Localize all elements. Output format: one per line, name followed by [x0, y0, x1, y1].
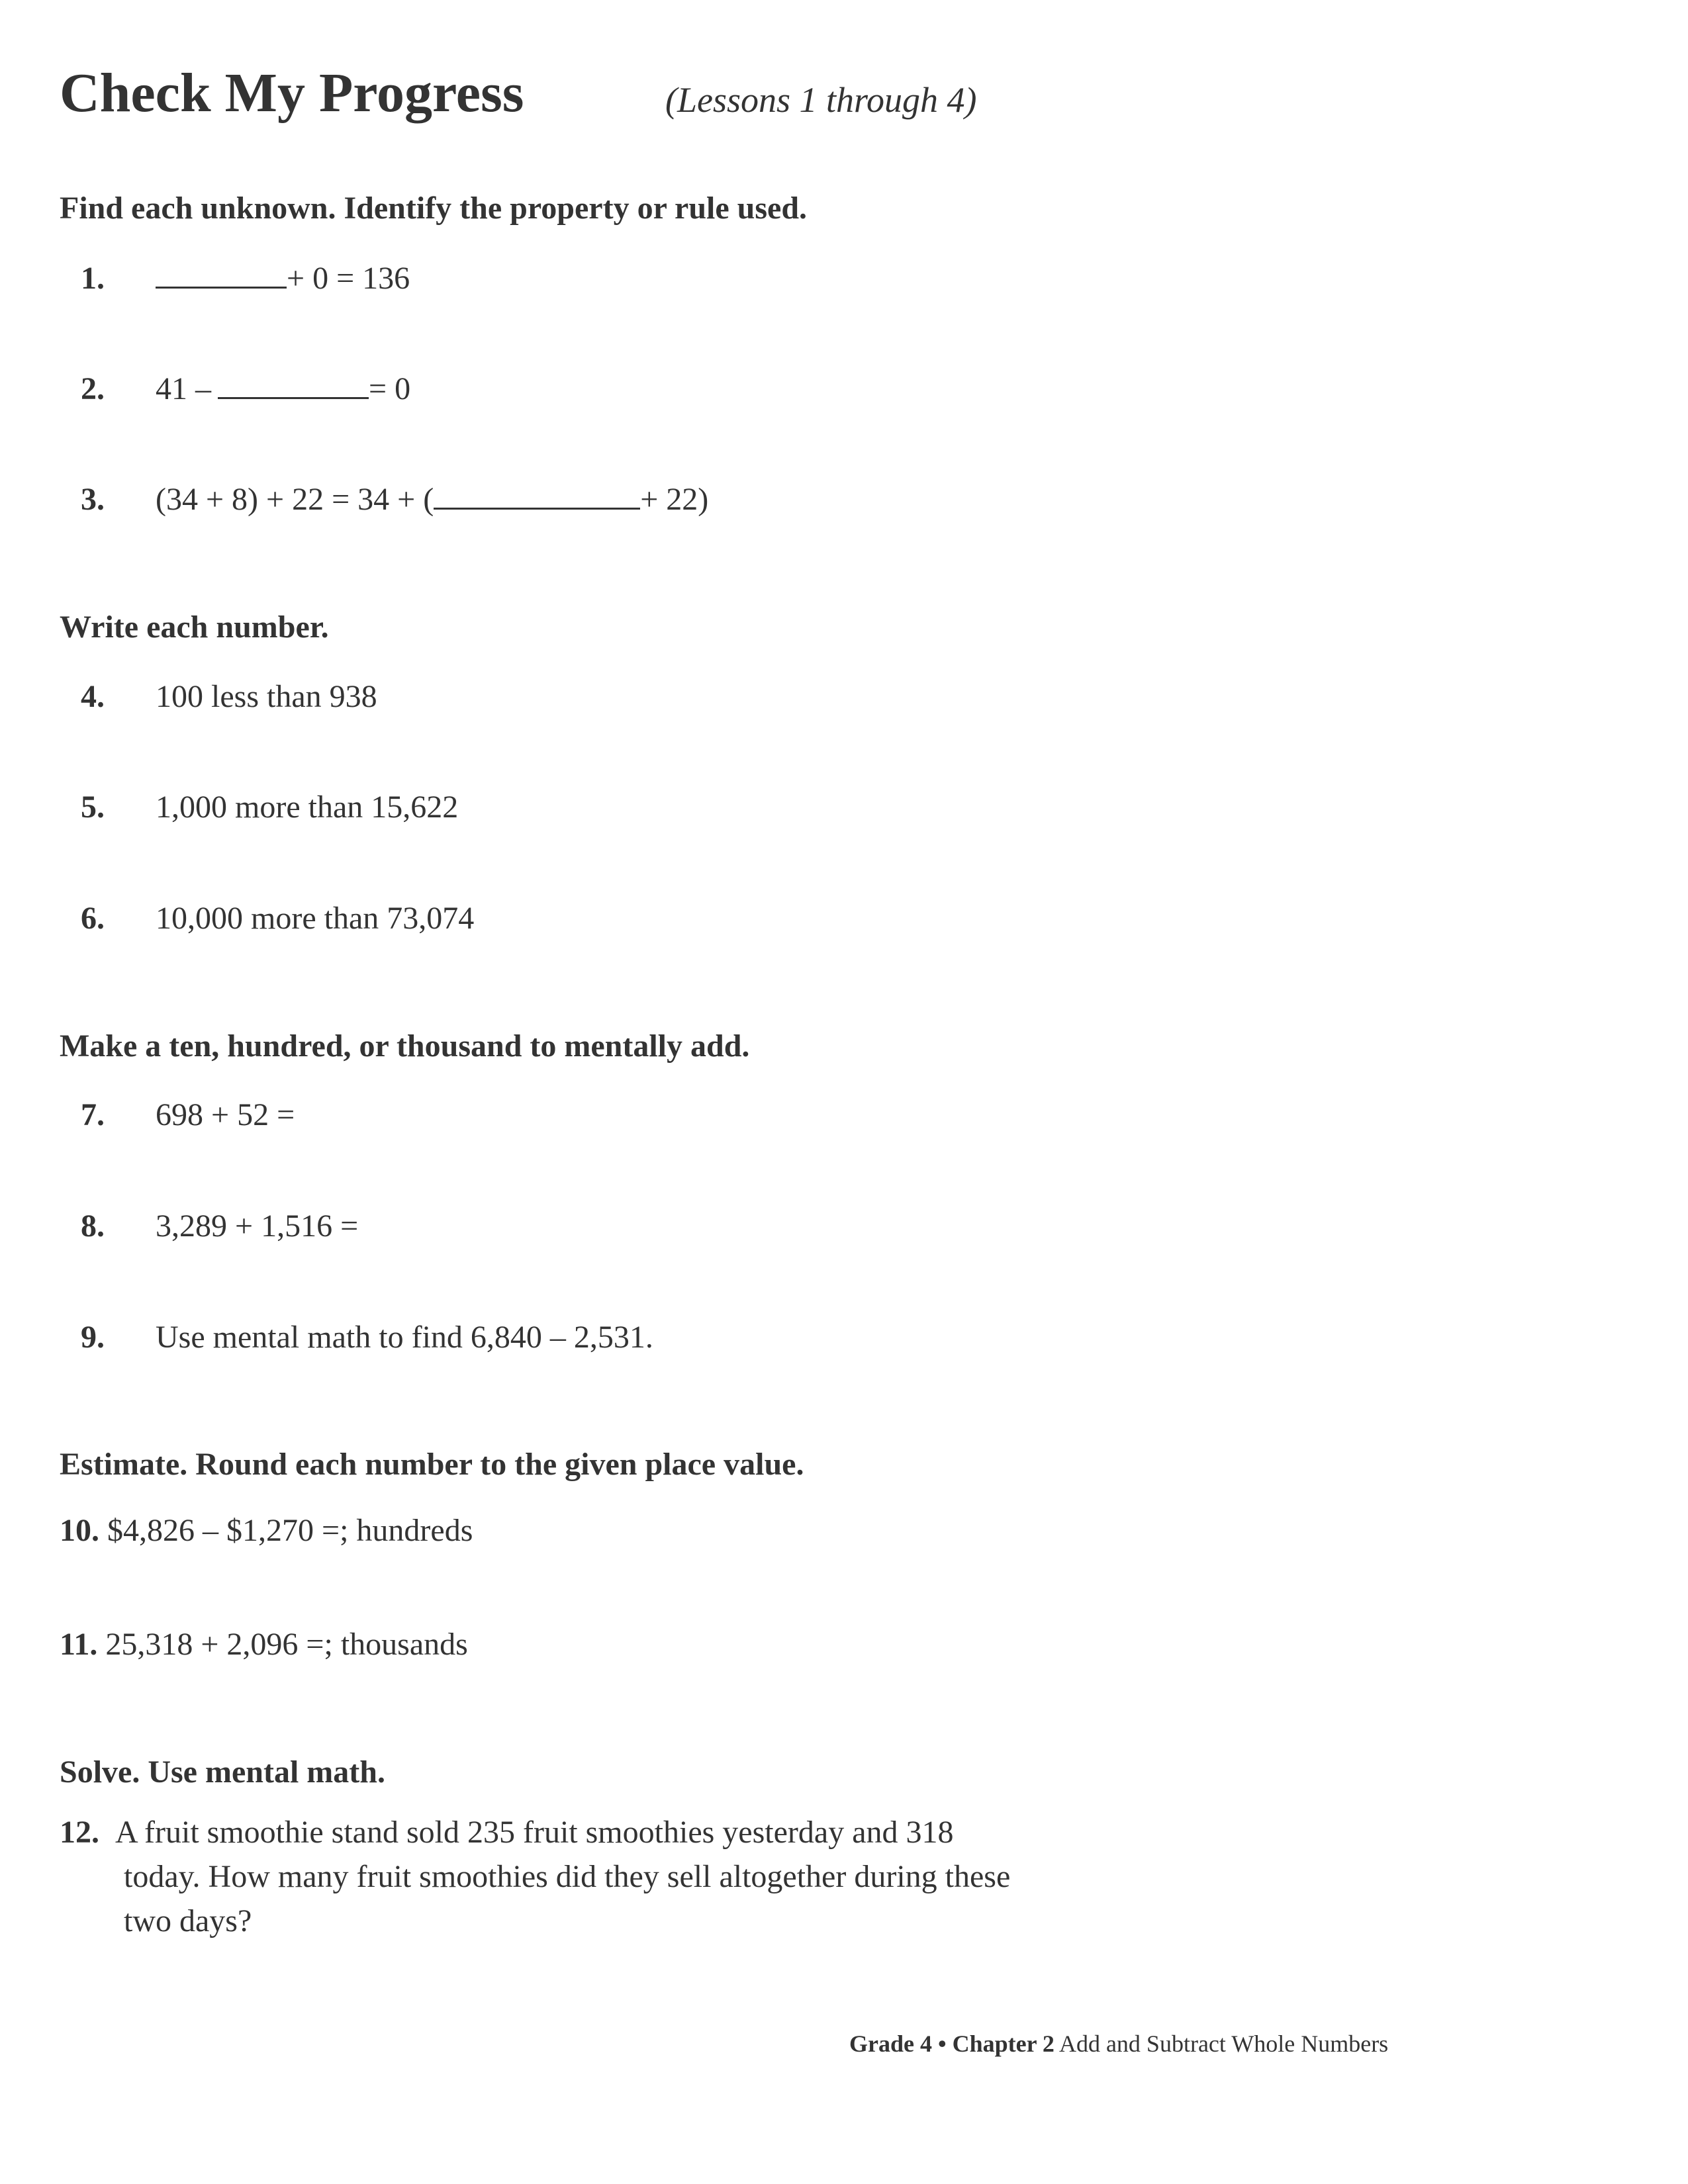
- footer-grade: Grade 4: [849, 2030, 932, 2057]
- question-text: 3,289 + 1,516 =: [156, 1208, 359, 1244]
- question-text: 698 + 52 =: [156, 1097, 295, 1132]
- question-text: $4,826 – $1,270 =; hundreds: [107, 1513, 473, 1548]
- question-text: (34 + 8) + 22 = 34 + (: [156, 482, 434, 517]
- footer-chapter: Chapter 2: [952, 2030, 1055, 2057]
- question-7: [81, 1097, 295, 1133]
- question-text: 10,000 more than 73,074: [156, 901, 475, 936]
- question-text: + 22): [640, 482, 709, 517]
- question-number: 4.: [81, 679, 105, 714]
- question-text: 41 –: [156, 371, 211, 406]
- section-heading-solve: Solve. Use mental math.: [60, 1754, 385, 1790]
- question-number: 5.: [81, 790, 105, 825]
- question-text-line-2: today. How many fruit smoothies did they sell altogether during these: [124, 1859, 1011, 1894]
- answer-blank[interactable]: [156, 260, 287, 289]
- question-number: 12.: [60, 1815, 99, 1850]
- question-11: [60, 1626, 468, 1662]
- question-3: [81, 481, 708, 518]
- answer-blank[interactable]: [218, 371, 369, 399]
- section-heading-estimate: Estimate. Round each number to the given place value.: [60, 1447, 804, 1482]
- question-text: = 0: [369, 371, 411, 406]
- question-5: [81, 789, 458, 825]
- question-number: 9.: [81, 1320, 105, 1355]
- question-2: [81, 371, 410, 407]
- page-subtitle: (Lessons 1 through 4): [665, 80, 977, 120]
- question-text-line-3: two days?: [124, 1903, 252, 1938]
- question-number: 2.: [81, 371, 105, 406]
- question-text: 25,318 + 2,096 =; thousands: [105, 1627, 468, 1662]
- question-4: [81, 678, 377, 715]
- question-12: [60, 1810, 1092, 1943]
- page-title: Check My Progress: [60, 62, 524, 124]
- question-text: Use mental math to find 6,840 – 2,531.: [156, 1320, 653, 1355]
- question-8: [81, 1208, 358, 1244]
- question-10: [60, 1512, 473, 1549]
- answer-blank[interactable]: [434, 481, 640, 510]
- question-9: [81, 1319, 653, 1355]
- question-1: [81, 260, 410, 296]
- footer-chapter-title: Add and Subtract Whole Numbers: [1058, 2030, 1389, 2057]
- section-heading-mental-add: Make a ten, hundred, or thousand to mentally add.: [60, 1028, 750, 1064]
- question-number: 3.: [81, 482, 105, 517]
- question-number: 1.: [81, 261, 105, 296]
- question-text-line-1: A fruit smoothie stand sold 235 fruit smoothies yesterday and 318: [115, 1815, 954, 1850]
- question-number: 8.: [81, 1208, 105, 1244]
- question-6: [81, 900, 474, 936]
- footer-bullet: •: [937, 2030, 947, 2057]
- question-text: 100 less than 938: [156, 679, 377, 714]
- section-heading-find-unknown: Find each unknown. Identify the property or rule used.: [60, 191, 808, 226]
- page-footer: [849, 2030, 1388, 2058]
- question-number: 11.: [60, 1627, 98, 1662]
- question-number: 7.: [81, 1097, 105, 1132]
- question-number: 10.: [60, 1513, 99, 1548]
- question-text: 1,000 more than 15,622: [156, 790, 459, 825]
- question-number: 6.: [81, 901, 105, 936]
- section-heading-write-number: Write each number.: [60, 610, 329, 645]
- question-text: + 0 = 136: [287, 261, 410, 296]
